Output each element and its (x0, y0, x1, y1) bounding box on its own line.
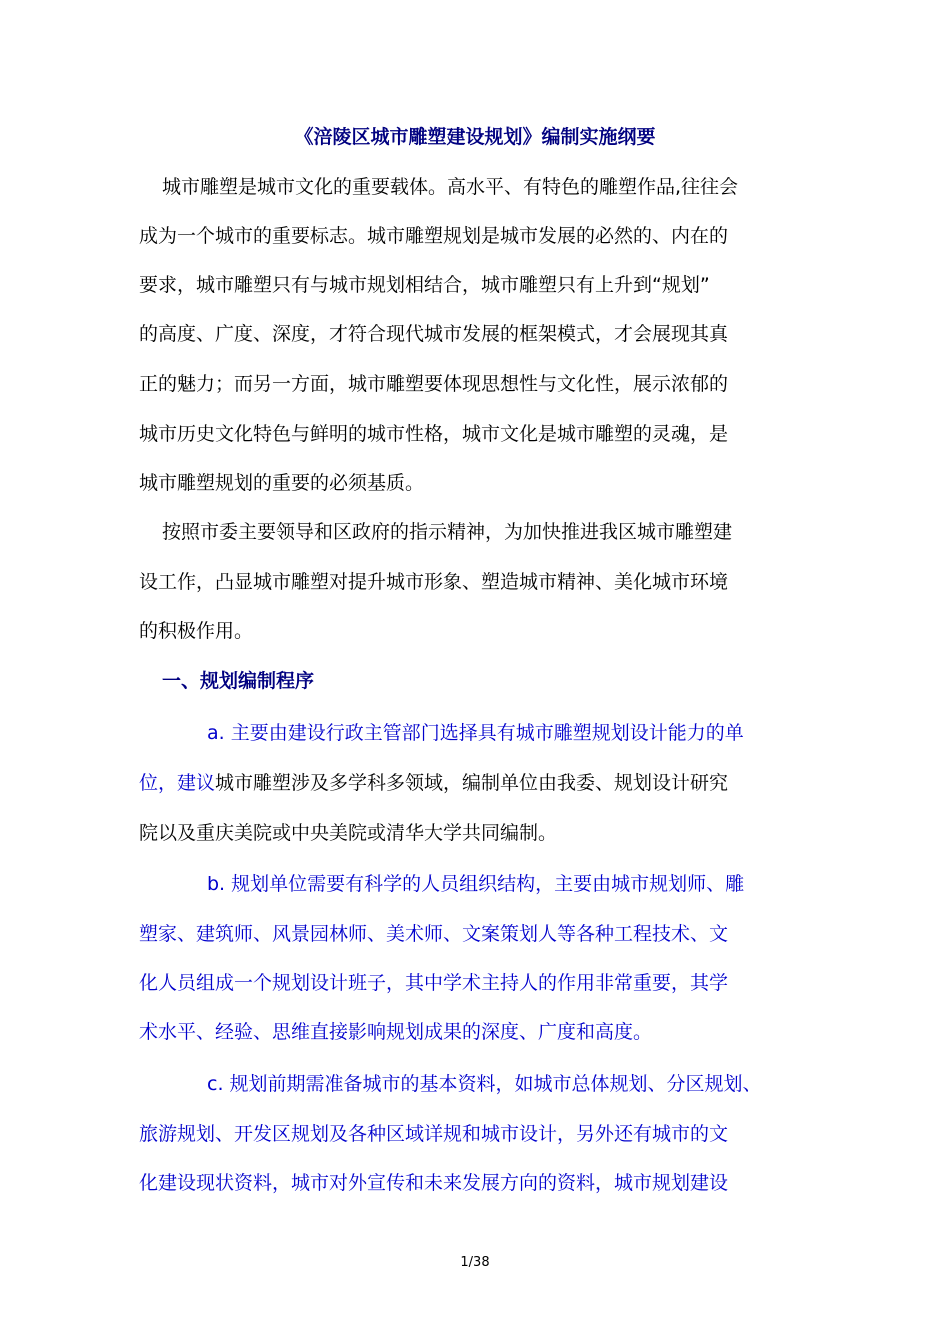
item-a-line-1: a. 主要由建设行政主管部门选择具有城市雕塑规划设计能力的单 (207, 722, 744, 744)
item-a-line-2-rest: 城市雕塑涉及多学科多领域，编制单位由我委、规划设计研究 (215, 772, 729, 794)
intro-line-4: 的高度、广度、深度，才符合现代城市发展的框架模式，才会展现其真 (139, 323, 729, 345)
para2-line-1: 按照市委主要领导和区政府的指示精神，为加快推进我区城市雕塑建 (162, 521, 733, 543)
item-c-line-1: c. 规划前期需准备城市的基本资料，如城市总体规划、分区规划、 (207, 1073, 762, 1095)
page-number: 1/38 (460, 1255, 490, 1270)
item-b-line-4: 术水平、经验、思维直接影响规划成果的深度、广度和高度。 (139, 1021, 653, 1043)
item-a-line-2-highlight: 位，建议 (139, 772, 216, 794)
item-a-line-3: 院以及重庆美院或中央美院或清华大学共同编制。 (139, 822, 558, 844)
intro-line-1: 城市雕塑是城市文化的重要载体。高水平、有特色的雕塑作品,往往会 (162, 176, 739, 198)
item-a-line-2 (139, 769, 728, 797)
item-b-line-2: 塑家、建筑师、风景园林师、美术师、文案策划人等各种工程技术、文 (139, 923, 729, 945)
intro-line-5: 正的魅力；而另一方面，城市雕塑要体现思想性与文化性，展示浓郁的 (139, 373, 729, 395)
item-c-line-2: 旅游规划、开发区规划及各种区域详规和城市设计，另外还有城市的文 (139, 1123, 729, 1145)
item-c-line-3: 化建设现状资料，城市对外宣传和未来发展方向的资料，城市规划建设 (139, 1172, 729, 1194)
document-title: 《涪陵区城市雕塑建设规划》编制实施纲要 (294, 126, 656, 148)
intro-line-6: 城市历史文化特色与鲜明的城市性格，城市文化是城市雕塑的灵魂，是 (139, 423, 729, 445)
intro-line-3: 要求，城市雕塑只有与城市规划相结合，城市雕塑只有上升到“规划” (139, 274, 710, 296)
intro-line-7: 城市雕塑规划的重要的必须基质。 (139, 472, 425, 494)
para2-line-3: 的积极作用。 (139, 620, 254, 642)
para2-line-2: 设工作，凸显城市雕塑对提升城市形象、塑造城市精神、美化城市环境 (139, 571, 729, 593)
item-b-line-1: b. 规划单位需要有科学的人员组织结构，主要由城市规划师、雕 (207, 873, 745, 895)
intro-line-2: 成为一个城市的重要标志。城市雕塑规划是城市发展的必然的、内在的 (139, 225, 729, 247)
section-heading: 一、规划编制程序 (162, 670, 315, 692)
item-b-line-3: 化人员组成一个规划设计班子，其中学术主持人的作用非常重要，其学 (139, 972, 729, 994)
